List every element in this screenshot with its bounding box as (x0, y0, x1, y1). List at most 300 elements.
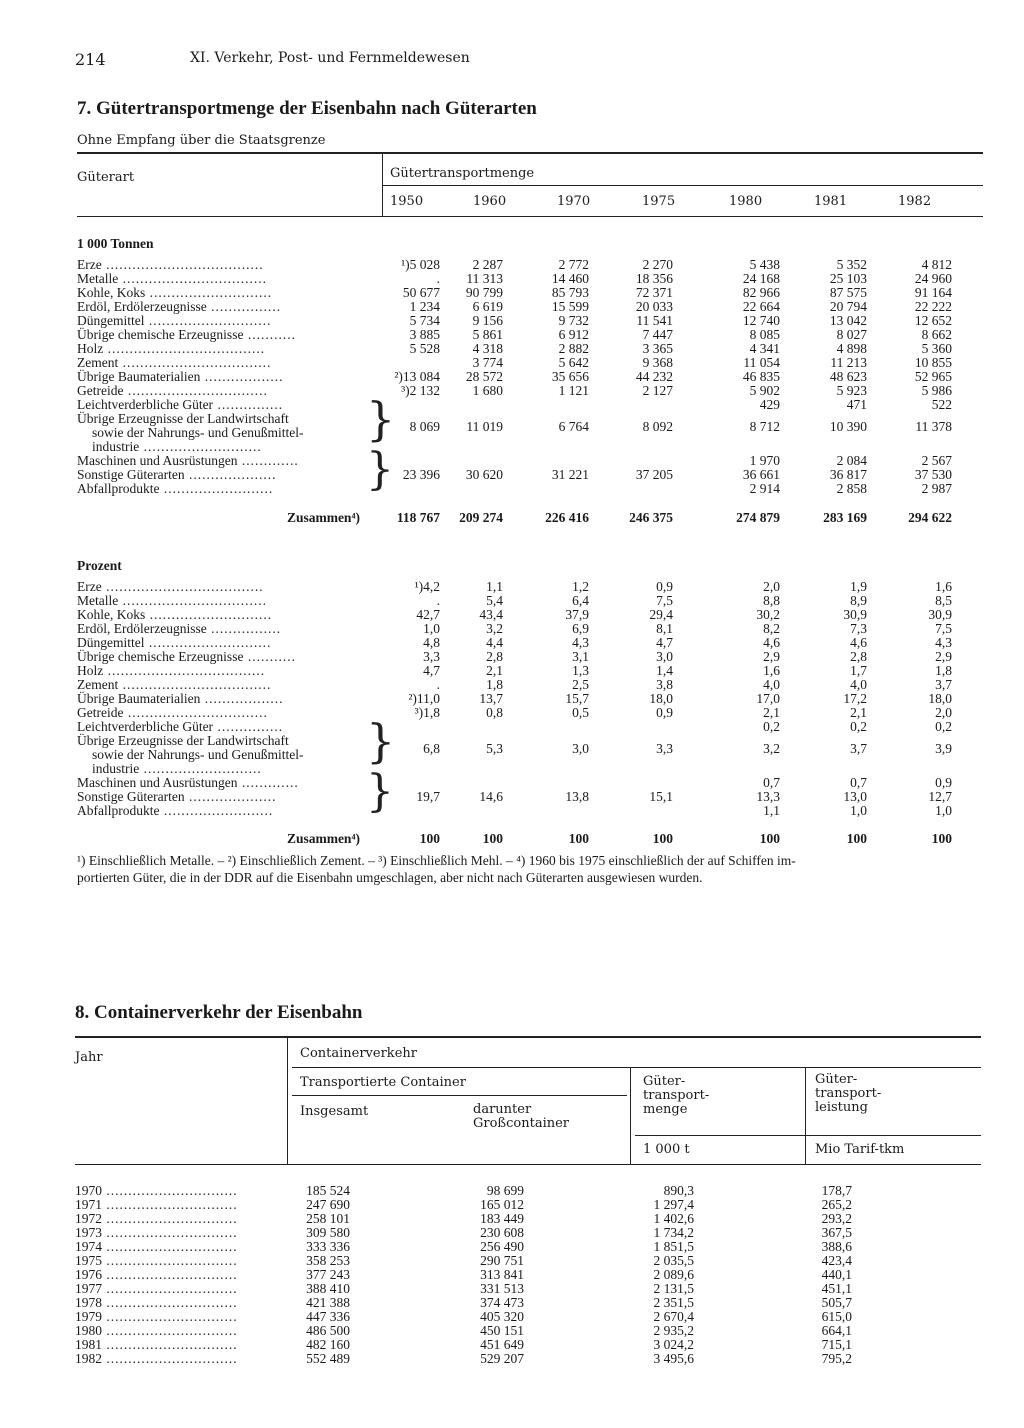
cell-value: 8 712 (749, 419, 780, 434)
cell-value: 6 764 (558, 419, 589, 434)
row-label-text: Holz (77, 341, 104, 356)
cell-value: . (436, 677, 440, 692)
row-label-text: Getreide (77, 705, 124, 720)
cell-value: 5 861 (472, 327, 503, 342)
cell-value: 1 121 (558, 383, 589, 398)
leader-dots: ......................... (159, 803, 274, 818)
row-label-text: Abfallprodukte (77, 803, 160, 818)
cell-value: 1,9 (850, 579, 867, 594)
table-8-title: 8. Containerverkehr der Eisenbahn (75, 1002, 363, 1023)
row-label (77, 706, 268, 720)
cell-value: 2 772 (558, 257, 589, 272)
row-label-text: Übrige Erzeugnisse der Landwirtschaft (77, 411, 289, 426)
cell-value: 8 085 (749, 327, 780, 342)
year-header: 1975 (642, 194, 676, 209)
cell-value: ³)2 132 (401, 383, 440, 398)
row-label-text: Abfallprodukte (77, 481, 160, 496)
row-label (77, 580, 264, 594)
cell-value: 247 690 (306, 1197, 350, 1212)
year-header: 1981 (814, 194, 848, 209)
cell-value: 374 473 (480, 1295, 524, 1310)
year-label (75, 1240, 238, 1254)
cell-value: 3 774 (472, 355, 503, 370)
row-label (77, 776, 299, 790)
cell-value: 7,5 (935, 621, 952, 636)
cell-value: 1,8 (935, 663, 952, 678)
cell-value: 6,9 (572, 621, 589, 636)
cell-value: 46 835 (742, 369, 780, 384)
table-8-unit-leist: Mio Tarif-tkm (815, 1142, 905, 1157)
row-label (77, 468, 276, 482)
section-label-tonnen: 1 000 Tonnen (77, 236, 154, 251)
cell-value: 0,2 (850, 719, 867, 734)
row-label-text: Übrige Baumaterialien (77, 369, 201, 384)
cell-value: . (436, 271, 440, 286)
cell-value: 17,0 (756, 691, 780, 706)
leader-dots: .............................. (102, 1267, 238, 1282)
year-label (75, 1282, 238, 1296)
leader-dots: ............................ (144, 313, 272, 328)
cell-value: 5 734 (409, 313, 440, 328)
cell-value: 4,7 (423, 663, 440, 678)
cell-value: 20 033 (635, 299, 673, 314)
year-label (75, 1296, 238, 1310)
year-label (75, 1212, 238, 1226)
table-8-vertical-rule (287, 1036, 288, 1164)
row-label (77, 370, 283, 384)
page-number: 214 (75, 50, 106, 69)
cell-value: 3,3 (423, 649, 440, 664)
cell-value: 5 360 (921, 341, 952, 356)
cell-value: 1,7 (850, 663, 867, 678)
cell-value: 24 960 (914, 271, 952, 286)
footnote-line-1: ¹) Einschließlich Metalle. – ²) Einschließlich Zement. – ³) Einschließlich Mehl. – ⁴) 1960 bis 1975 einschließlich der auf Schiffen im- (77, 853, 796, 868)
cell-value: 1,0 (850, 803, 867, 818)
row-label-text: Übrige chemische Erzeugnisse (77, 327, 244, 342)
year-label (75, 1226, 238, 1240)
cell-value: 2,0 (935, 705, 952, 720)
cell-value: 2,5 (572, 677, 589, 692)
cell-value: 44 232 (635, 369, 673, 384)
cell-value: 0,2 (935, 719, 952, 734)
cell-value: 2,1 (763, 705, 780, 720)
cell-value: 14 460 (551, 271, 589, 286)
cell-value: 6,8 (423, 741, 440, 756)
row-label (77, 692, 283, 706)
cell-value: 3,2 (763, 741, 780, 756)
cell-value: 377 243 (306, 1267, 350, 1282)
cell-value: 5 438 (749, 257, 780, 272)
cell-value: 2,8 (486, 649, 503, 664)
cell-value: 505,7 (821, 1295, 852, 1310)
cell-value: 11 054 (743, 355, 780, 370)
cell-value: 1,2 (572, 579, 589, 594)
running-head: XI. Verkehr, Post- und Fernmeldewesen (190, 50, 470, 66)
cell-value: 3,7 (935, 677, 952, 692)
year-header: 1960 (473, 194, 507, 209)
row-label (77, 356, 271, 370)
cell-value: 2 882 (558, 341, 589, 356)
year-text: 1978 (75, 1295, 102, 1310)
cell-value: 209 274 (459, 510, 503, 525)
cell-value: 18,0 (649, 691, 673, 706)
leader-dots: ............................ (145, 285, 273, 300)
cell-value: 2 084 (836, 453, 867, 468)
leader-dots: .................................... (103, 341, 266, 356)
cell-value: 42,7 (416, 607, 440, 622)
cell-value: 451,1 (821, 1281, 852, 1296)
leader-dots: ........................... (139, 439, 262, 454)
cell-value: 2,0 (763, 579, 780, 594)
cell-value: 2,9 (935, 649, 952, 664)
cell-value: 4,7 (656, 635, 673, 650)
year-text: 1982 (75, 1351, 102, 1366)
leader-dots: .............................. (102, 1239, 238, 1254)
row-label-text: Maschinen und Ausrüstungen (77, 453, 238, 468)
leader-dots: .............................. (102, 1183, 238, 1198)
year-text: 1973 (75, 1225, 102, 1240)
row-label (77, 342, 265, 356)
cell-value: 367,5 (821, 1225, 852, 1240)
cell-value: 1 680 (472, 383, 503, 398)
cell-value: 24 168 (742, 271, 780, 286)
year-label (75, 1338, 238, 1352)
cell-value: 22 222 (914, 299, 952, 314)
cell-value: 4,6 (763, 635, 780, 650)
cell-value: 100 (652, 831, 673, 846)
cell-value: 100 (419, 831, 440, 846)
row-label (77, 678, 271, 692)
cell-value: 22 664 (742, 299, 780, 314)
cell-value: 4,6 (850, 635, 867, 650)
cell-value: 1 402,6 (653, 1211, 694, 1226)
cell-value: 13 042 (829, 313, 867, 328)
cell-value: 36 661 (742, 467, 780, 482)
cell-value: 10 390 (829, 419, 867, 434)
year-label (75, 1310, 238, 1324)
cell-value: ³)1,8 (414, 705, 440, 720)
cell-value: 36 817 (829, 467, 867, 482)
cell-value: 4 898 (836, 341, 867, 356)
year-text: 1975 (75, 1253, 102, 1268)
cell-value: 1 851,5 (653, 1239, 694, 1254)
table-8-group: Containerverkehr (300, 1046, 417, 1061)
row-label (77, 734, 289, 748)
row-label (77, 664, 265, 678)
cell-value: 471 (846, 397, 867, 412)
row-label-text: Erze (77, 257, 102, 272)
table-8-header-rule (75, 1164, 981, 1165)
cell-value: 37 205 (635, 467, 673, 482)
cell-value: 4,3 (935, 635, 952, 650)
table-8-vertical-rule-2 (630, 1067, 631, 1164)
row-label-text: Metalle (77, 593, 119, 608)
row-label (77, 272, 267, 286)
year-text: 1970 (75, 1183, 102, 1198)
cell-value: 2,9 (763, 649, 780, 664)
cell-value: 31 221 (551, 467, 589, 482)
cell-value: 30,9 (843, 607, 867, 622)
cell-value: 3,9 (935, 741, 952, 756)
year-text: 1971 (75, 1197, 102, 1212)
cell-value: 2 935,2 (653, 1323, 694, 1338)
cell-value: 226 416 (545, 510, 589, 525)
cell-value: 2 987 (921, 481, 952, 496)
cell-value: 1 734,2 (653, 1225, 694, 1240)
leader-dots: .............................. (102, 1295, 238, 1310)
cell-value: 2 567 (921, 453, 952, 468)
row-label (77, 804, 273, 818)
cell-value: 552 489 (306, 1351, 350, 1366)
leader-dots: ......................... (159, 481, 274, 496)
row-label-text: Kohle, Koks (77, 285, 146, 300)
cell-value: 429 (759, 397, 780, 412)
cell-value: 5,3 (486, 741, 503, 756)
cell-value: 388 410 (306, 1281, 350, 1296)
row-label-text: Zement (77, 677, 119, 692)
leader-dots: .................. (200, 691, 284, 706)
cell-value: 1 297,4 (653, 1197, 694, 1212)
cell-value: 52 965 (914, 369, 952, 384)
cell-value: 1,0 (935, 803, 952, 818)
row-label (77, 622, 281, 636)
cell-value: ¹)4,2 (414, 579, 440, 594)
cell-value: 35 656 (551, 369, 589, 384)
cell-value: 100 (759, 831, 780, 846)
cell-value: ¹)5 028 (401, 257, 440, 272)
row-label-text: Erdöl, Erdölerzeugnisse (77, 299, 207, 314)
cell-value: 12,7 (928, 789, 952, 804)
cell-value: 3,3 (656, 741, 673, 756)
year-header: 1980 (729, 194, 763, 209)
leader-dots: .............................. (102, 1351, 238, 1366)
cell-value: 664,1 (821, 1323, 852, 1338)
row-label (77, 258, 264, 272)
cell-value: 447 336 (306, 1309, 350, 1324)
cell-value: 100 (931, 831, 952, 846)
cell-value: 118 767 (396, 510, 440, 525)
leader-dots: .............................. (102, 1281, 238, 1296)
cell-value: 15,1 (649, 789, 673, 804)
cell-value: 258 101 (306, 1211, 350, 1226)
cell-value: 43,4 (479, 607, 503, 622)
row-label-text: Übrige chemische Erzeugnisse (77, 649, 244, 664)
cell-value: 5 923 (836, 383, 867, 398)
cell-value: 1,1 (763, 803, 780, 818)
row-label-text: Erdöl, Erdölerzeugnisse (77, 621, 207, 636)
brace-group-2: } (366, 444, 394, 495)
row-label (77, 636, 271, 650)
cell-value: 72 371 (635, 285, 673, 300)
year-text: 1977 (75, 1281, 102, 1296)
row-label (77, 650, 296, 664)
leader-dots: ............... (213, 397, 284, 412)
cell-value: 405 320 (480, 1309, 524, 1324)
row-label (77, 314, 271, 328)
cell-value: 423,4 (821, 1253, 852, 1268)
row-label (77, 300, 281, 314)
cell-value: 5,4 (486, 593, 503, 608)
cell-value: 450 151 (480, 1323, 524, 1338)
leader-dots: .................................. (118, 355, 272, 370)
year-header: 1970 (557, 194, 591, 209)
row-label-text: Holz (77, 663, 104, 678)
table-7-subtitle: Ohne Empfang über die Staatsgrenze (77, 133, 326, 148)
cell-value: 23 396 (402, 467, 440, 482)
total-label: Zusammen⁴) (286, 510, 360, 525)
row-label (77, 384, 268, 398)
cell-value: 18,0 (928, 691, 952, 706)
cell-value: 183 449 (480, 1211, 524, 1226)
leader-dots: .................... (184, 789, 277, 804)
cell-value: . (436, 593, 440, 608)
row-label-text: Leichtverderbliche Güter (77, 397, 214, 412)
cell-value: 1,0 (423, 621, 440, 636)
leader-dots: ................................. (118, 593, 267, 608)
row-label (77, 412, 289, 426)
leader-dots: .................. (200, 369, 284, 384)
cell-value: 11 213 (830, 355, 867, 370)
cell-value: 0,2 (763, 719, 780, 734)
cell-value: 290 751 (480, 1253, 524, 1268)
row-label (77, 286, 272, 300)
leader-dots: .............................. (102, 1225, 238, 1240)
section-label-prozent: Prozent (77, 558, 122, 573)
cell-value: 185 524 (306, 1183, 350, 1198)
cell-value: 100 (568, 831, 589, 846)
leader-dots: .............................. (102, 1253, 238, 1268)
table-7-title: 7. Gütertransportmenge der Eisenbahn nach Güterarten (77, 98, 537, 119)
table-8-col-total: Insgesamt (300, 1104, 369, 1119)
cell-value: 20 794 (829, 299, 867, 314)
row-label (92, 762, 262, 776)
cell-value: 1,3 (572, 663, 589, 678)
cell-value: 7 447 (642, 327, 673, 342)
table-8-col-large-2: Großcontainer (473, 1116, 570, 1131)
cell-value: 421 388 (306, 1295, 350, 1310)
cell-value: 3,7 (850, 741, 867, 756)
table-7-col-label: Güterart (77, 170, 135, 185)
cell-value: 87 575 (829, 285, 867, 300)
row-label-text: industrie (92, 761, 140, 776)
cell-value: 11 313 (466, 271, 503, 286)
row-label (77, 594, 267, 608)
cell-value: 2 127 (642, 383, 673, 398)
cell-value: ²)13 084 (394, 369, 440, 384)
table-8-unit-menge: 1 000 t (643, 1142, 690, 1157)
cell-value: 9 732 (558, 313, 589, 328)
cell-value: 9 368 (642, 355, 673, 370)
cell-value: 274 879 (736, 510, 780, 525)
cell-value: 5 352 (836, 257, 867, 272)
cell-value: 3 024,2 (653, 1337, 694, 1352)
table-8-sub-group: Transportierte Container (300, 1075, 466, 1090)
cell-value: 6,4 (572, 593, 589, 608)
cell-value: 2 351,5 (653, 1295, 694, 1310)
cell-value: 30,9 (928, 607, 952, 622)
row-label-text: Düngemittel (77, 635, 145, 650)
leader-dots: ............................ (144, 635, 272, 650)
total-label: Zusammen⁴) (286, 831, 360, 846)
cell-value: 2,8 (850, 649, 867, 664)
table-8-col-leist-3: leistung (815, 1100, 868, 1115)
cell-value: 8,2 (763, 621, 780, 636)
cell-value: 2 914 (749, 481, 780, 496)
table-8-group-rule (292, 1067, 981, 1068)
cell-value: 9 156 (472, 313, 503, 328)
cell-value: 6 912 (558, 327, 589, 342)
year-text: 1974 (75, 1239, 102, 1254)
cell-value: 14,6 (479, 789, 503, 804)
cell-value: 230 608 (480, 1225, 524, 1240)
row-label (77, 790, 276, 804)
cell-value: 15,7 (565, 691, 589, 706)
leader-dots: .............................. (102, 1211, 238, 1226)
brace-group-2: } (366, 766, 394, 817)
cell-value: 331 513 (480, 1281, 524, 1296)
cell-value: 2 670,4 (653, 1309, 694, 1324)
cell-value: 294 622 (908, 510, 952, 525)
row-label (77, 328, 296, 342)
leader-dots: ............... (213, 719, 284, 734)
leader-dots: .................................... (101, 579, 264, 594)
cell-value: 0,8 (486, 705, 503, 720)
cell-value: 4 812 (921, 257, 952, 272)
cell-value: 15 599 (551, 299, 589, 314)
cell-value: 283 169 (823, 510, 867, 525)
cell-value: 91 164 (914, 285, 952, 300)
cell-value: 7,3 (850, 621, 867, 636)
year-label (75, 1198, 238, 1212)
row-label (77, 398, 283, 412)
cell-value: 8 662 (921, 327, 952, 342)
cell-value: 4,3 (572, 635, 589, 650)
leader-dots: .............................. (102, 1323, 238, 1338)
cell-value: 12 652 (914, 313, 952, 328)
cell-value: 256 490 (480, 1239, 524, 1254)
row-label-text: Leichtverderbliche Güter (77, 719, 214, 734)
cell-value: 82 966 (742, 285, 780, 300)
cell-value: 12 740 (742, 313, 780, 328)
cell-value: 482 160 (306, 1337, 350, 1352)
cell-value: 1,8 (486, 677, 503, 692)
year-label (75, 1254, 238, 1268)
year-label (75, 1268, 238, 1282)
brace-group-1: } (366, 392, 396, 446)
cell-value: 2,1 (850, 705, 867, 720)
year-text: 1976 (75, 1267, 102, 1282)
table-8-sub-group-rule (292, 1095, 627, 1096)
row-label-text: Sonstige Güterarten (77, 467, 185, 482)
row-label-text: sowie der Nahrungs- und Genußmittel- (92, 747, 304, 762)
cell-value: 0,5 (572, 705, 589, 720)
row-label (77, 720, 283, 734)
leader-dots: .................................. (118, 677, 272, 692)
cell-value: 1 970 (749, 453, 780, 468)
cell-value: 3 365 (642, 341, 673, 356)
cell-value: 0,7 (850, 775, 867, 790)
cell-value: 28 572 (465, 369, 503, 384)
cell-value: 451 649 (480, 1337, 524, 1352)
cell-value: 165 012 (480, 1197, 524, 1212)
cell-value: 8 069 (409, 419, 440, 434)
leader-dots: ........................... (139, 761, 262, 776)
year-header: 1950 (390, 194, 424, 209)
cell-value: 2 270 (642, 257, 673, 272)
table-8-vertical-rule-3 (805, 1067, 806, 1164)
cell-value: 0,9 (656, 579, 673, 594)
cell-value: 5 528 (409, 341, 440, 356)
